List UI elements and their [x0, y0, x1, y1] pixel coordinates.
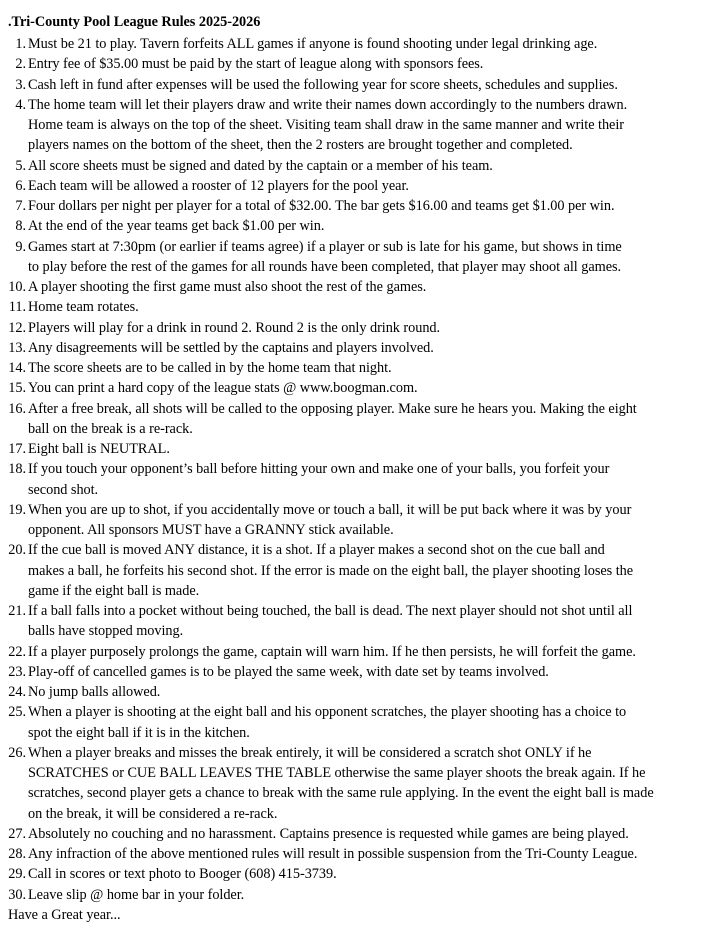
- rule-item: [0, 75, 720, 95]
- rules-list: [0, 34, 720, 905]
- rule-text-line: All score sheets must be signed and dated by the captain or a member of his team.: [28, 157, 493, 174]
- rule-text-line: If a player purposely prolongs the game, captain will warn him. If he then persists, he will forfeit the game.: [28, 643, 636, 660]
- rule-text-line: to play before the rest of the games for all rounds have been completed, that player may shoot all games.: [28, 258, 622, 275]
- rule-number: 19.: [8, 501, 26, 518]
- rule-item: [0, 358, 720, 378]
- rule-number: 25.: [8, 704, 26, 721]
- rule-number: 8.: [15, 218, 26, 235]
- rule-number: 13.: [8, 339, 26, 356]
- rule-item: [0, 702, 720, 743]
- rule-text-line: Absolutely no couching and no harassment. Captains presence is requested while games are being played.: [28, 825, 629, 842]
- rule-number: 15.: [8, 380, 26, 397]
- rule-item: [0, 297, 720, 317]
- rule-item: [0, 95, 720, 156]
- rule-text-line: opponent. All sponsors MUST have a GRANNY stick available.: [28, 522, 394, 538]
- rule-number: 18.: [8, 461, 26, 478]
- rule-text-line: If a ball falls into a pocket without being touched, the ball is dead. The next player should not shot until all: [28, 603, 633, 619]
- rule-number: 10.: [8, 279, 26, 295]
- rule-text-line: After a free break, all shots will be called to the opposing player. Make sure he hears you. Making the eight: [28, 400, 637, 417]
- rule-number: 1.: [15, 36, 26, 52]
- page-title: .Tri-County Pool League Rules 2025-2026: [8, 14, 261, 30]
- rule-number: 22.: [8, 643, 26, 660]
- rule-item: [0, 844, 720, 864]
- rule-item: [0, 399, 720, 440]
- rule-item: [0, 540, 720, 601]
- rule-number: 2.: [15, 56, 26, 73]
- rule-text-line: Call in scores or text photo to Booger (608) 415-3739.: [28, 866, 337, 883]
- rule-number: 28.: [8, 846, 26, 862]
- rule-text-line: game if the eight ball is made.: [28, 582, 200, 599]
- rule-text-line: Cash left in fund after expenses will be used the following year for score sheets, schedules and supplies.: [28, 76, 618, 93]
- rule-text-line: Players will play for a drink in round 2. Round 2 is the only drink round.: [28, 319, 441, 336]
- rule-number: 21.: [8, 603, 26, 619]
- rule-number: 12.: [8, 319, 26, 336]
- rule-text-line: spot the eight ball if it is in the kitchen.: [28, 724, 250, 741]
- rule-text-line: Leave slip @ home bar in your folder.: [28, 886, 245, 903]
- rule-number: 3.: [15, 76, 26, 93]
- rule-item: [0, 743, 720, 824]
- rule-item: [0, 34, 720, 54]
- rule-item: [0, 176, 720, 196]
- rule-number: 11.: [8, 299, 26, 316]
- rule-number: 20.: [8, 542, 26, 559]
- rule-number: 6.: [15, 177, 26, 194]
- rule-text-line: on the break, it will be considered a re-rack.: [28, 805, 278, 822]
- rule-text-line: Must be 21 to play. Tavern forfeits ALL games if anyone is found shooting under legal drinking age.: [28, 36, 598, 52]
- rule-number: 16.: [8, 400, 26, 417]
- rule-text-line: You can print a hard copy of the league stats @ www.boogman.com.: [28, 380, 418, 397]
- rule-text-line: Each team will be allowed a rooster of 12 players for the pool year.: [28, 177, 409, 194]
- closing-note: Have a Great year...: [8, 907, 121, 923]
- rule-text-line: balls have stopped moving.: [28, 623, 184, 640]
- rule-number: 24.: [8, 684, 26, 700]
- rule-item: [0, 338, 720, 358]
- rule-number: 26.: [8, 744, 26, 761]
- rule-item: [0, 682, 720, 702]
- rule-item: [0, 601, 720, 642]
- rule-text-line: players names on the bottom of the sheet, then the 2 rosters are brought together and completed.: [28, 137, 573, 154]
- rule-item: [0, 318, 720, 338]
- rule-item: [0, 54, 720, 74]
- rule-text-line: When a player breaks and misses the break entirely, it will be considered a scratch shot ONLY if he: [28, 744, 592, 761]
- rule-text-line: makes a ball, he forfeits his second shot. If the error is made on the eight ball, the player shooting loses the: [28, 562, 634, 579]
- rule-text-line: At the end of the year teams get back $1.00 per win.: [28, 218, 325, 235]
- rule-text-line: Play-off of cancelled games is to be played the same week, with date set by teams involved.: [28, 663, 549, 680]
- rule-text-line: SCRATCHES or CUE BALL LEAVES THE TABLE otherwise the same player shoots the break again. If he: [28, 765, 646, 781]
- rule-item: [0, 885, 720, 905]
- rule-item: [0, 642, 720, 662]
- rule-item: [0, 196, 720, 216]
- rule-item: [0, 864, 720, 884]
- rule-item: [0, 439, 720, 459]
- rule-number: 4.: [15, 96, 26, 113]
- rule-text-line: Home team rotates.: [28, 299, 139, 316]
- rule-number: 30.: [8, 886, 26, 903]
- rule-item: [0, 156, 720, 176]
- rule-item: [0, 500, 720, 541]
- rule-number: 14.: [8, 360, 26, 376]
- rule-text-line: When a player is shooting at the eight ball and his opponent scratches, the player shooting has a choice to: [28, 704, 627, 721]
- rule-text-line: scratches, second player gets a chance to break with the same rule applying. In the event the eight ball is made: [28, 785, 654, 802]
- rule-text-line: Games start at 7:30pm (or earlier if teams agree) if a player or sub is late for his game, but shows in time: [28, 238, 622, 255]
- rule-item: [0, 378, 720, 398]
- rule-number: 23.: [8, 663, 26, 680]
- rule-item: [0, 662, 720, 682]
- rule-text-line: When you are up to shot, if you accidentally move or touch a ball, it will be put back where it was by your: [28, 501, 632, 518]
- rule-text-line: Four dollars per night per player for a total of $32.00. The bar gets $16.00 and teams get $1.00 per win.: [28, 198, 615, 214]
- rule-number: 29.: [8, 866, 26, 883]
- rule-item: [0, 459, 720, 500]
- rule-number: 7.: [15, 198, 26, 214]
- rule-number: 9.: [15, 238, 26, 255]
- rule-item: [0, 216, 720, 236]
- rule-text-line: If the cue ball is moved ANY distance, it is a shot. If a player makes a second shot on the cue ball and: [28, 542, 605, 559]
- rule-text-line: No jump balls allowed.: [28, 684, 161, 700]
- rule-text-line: Entry fee of $35.00 must be paid by the start of league along with sponsors fees.: [28, 56, 484, 73]
- rule-text-line: The score sheets are to be called in by the home team that night.: [28, 360, 392, 376]
- rule-text-line: If you touch your opponent’s ball before hitting your own and make one of your balls, you forfeit your: [28, 461, 610, 478]
- rule-number: 17.: [8, 441, 26, 457]
- rule-text-line: second shot.: [28, 481, 99, 498]
- rule-text-line: The home team will let their players draw and write their names down accordingly to the numbers drawn.: [28, 96, 628, 113]
- rule-text-line: Any infraction of the above mentioned rules will result in possible suspension from the Tri-County League.: [28, 846, 638, 862]
- rule-item: [0, 237, 720, 278]
- rule-number: 27.: [8, 825, 26, 842]
- rule-text-line: Home team is always on the top of the sheet. Visiting team shall draw in the same manner and write their: [28, 117, 624, 133]
- rule-text-line: ball on the break is a re-rack.: [28, 420, 193, 437]
- rule-item: [0, 824, 720, 844]
- rule-text-line: A player shooting the first game must also shoot the rest of the games.: [28, 279, 427, 295]
- rule-text-line: Any disagreements will be settled by the captains and players involved.: [28, 339, 434, 356]
- rule-text-line: Eight ball is NEUTRAL.: [28, 441, 170, 457]
- rule-item: [0, 277, 720, 297]
- rule-number: 5.: [15, 157, 26, 174]
